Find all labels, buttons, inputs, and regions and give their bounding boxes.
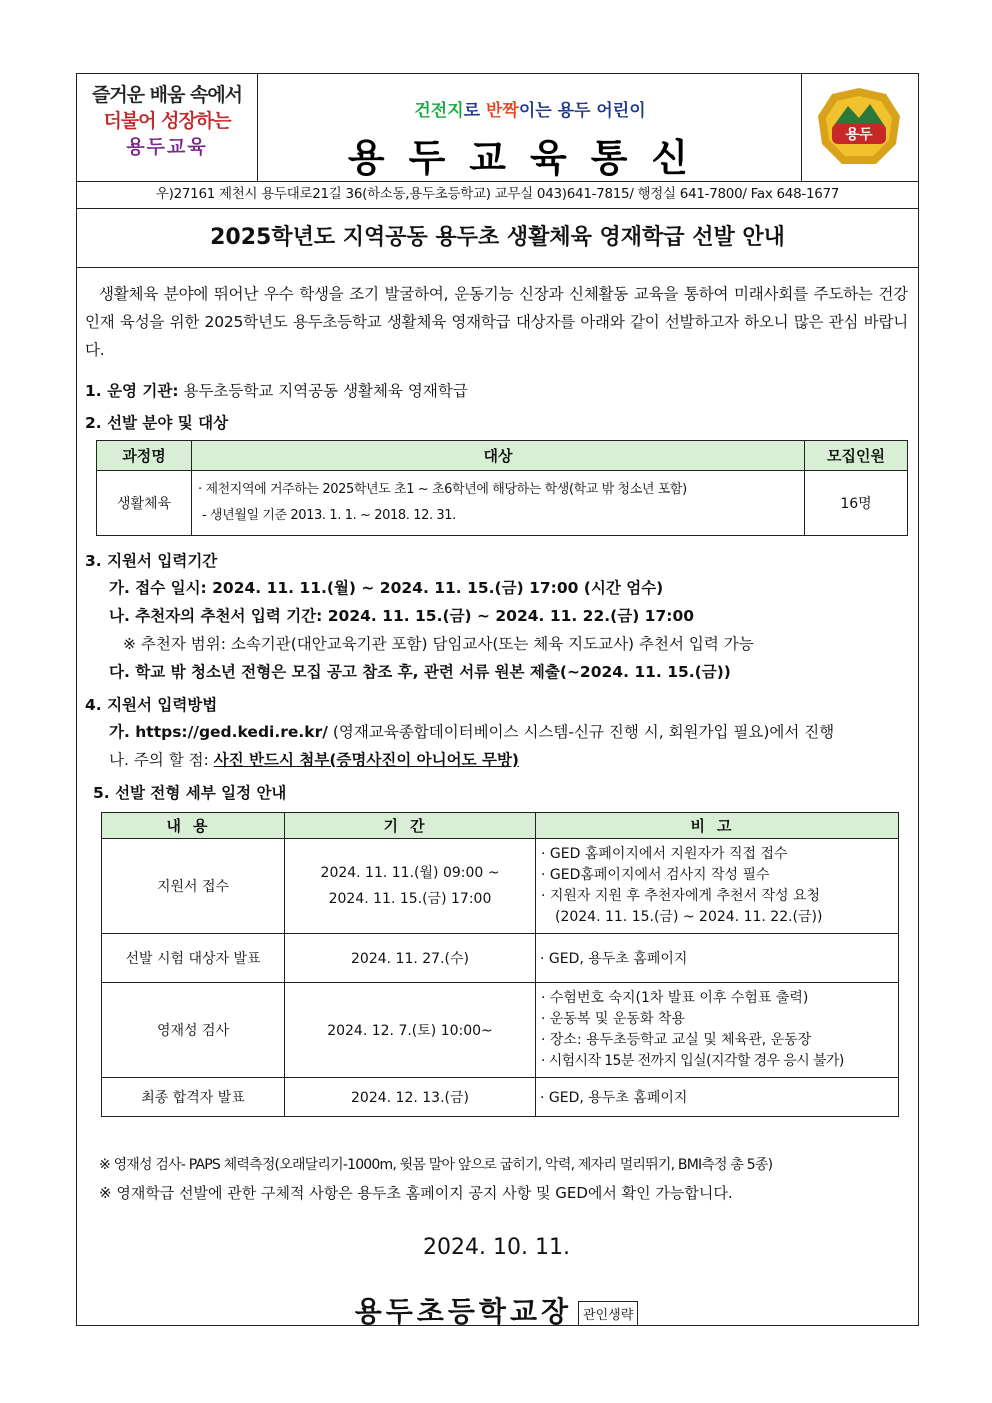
table-row: 생활체육 · 제천지역에 거주하는 2025학년도 초1 ~ 초6학년에 해당하는 학생(학교 밖 청소년 포함) - 생년월일 기준 2013. 1. 1. ~ 2018. 12. 31. 16명 (97, 471, 908, 536)
principal-signature: 용두초등학교장 관인생략 (85, 1290, 908, 1330)
target-description: · 제천지역에 거주하는 2025학년도 초1 ~ 초6학년에 해당하는 학생(학교 밖 청소년 포함) (198, 482, 687, 497)
section-application-period: 3. 지원서 입력기간 (85, 552, 218, 570)
intro-paragraph: 생활체육 분야에 뛰어난 우수 학생을 조기 발굴하여, 운동기능 신장과 신체활동 교육을 통하여 미래사회를 주도하는 건강 인재 육성을 위한 2025학년도 용두초등학교 생활체육 영재학급 대상자를 아래와 같이 선발하고자 하오니 많은 관심 바랍니다. (85, 285, 908, 359)
section-selection-heading: 2. 선발 분야 및 대상 (85, 414, 229, 432)
document-body: 생활체육 분야에 뛰어난 우수 학생을 조기 발굴하여, 운동기능 신장과 신체활동 교육을 통하여 미래사회를 주도하는 건강 인재 육성을 위한 2025학년도 용두초등학교 생활체육 영재학급 대상자를 아래와 같이 선발하고자 하오니 많은 관심 바랍니다. 1. 운영 기관: 용두초등학교 지역공동 생활체육 영재학급 2. 선발 분야 및 대상 과정명 대상 모집인원 생활체육 · 제천지역에 거주하는 2025학년도 초1 ~ 초6학년에 해당하는 학생(학교 밖 청소년 포함) - 생년월일 기준 2013. 1. 1. ~ 2018. 12. 31. 16명 3. 지원서 입력기간 가. 접수 일시: 2024. 11. 11.(월) ~ 2024. 11. 15.(금) 17:00 (시간 엄수) 나. 추천자의 추천서 입력 기간: 2024. 11. 15.(금) ~ 2024. 11. 22.(금) 17:00 ※ 추천자 범위: 소속기관(대안교육기관 포함) 담임교사(또는 체육 지도교사) 추천서 입력 가능 다. 학교 밖 청소년 전형은 모집 공고 참조 후, 관련 서류 원본 제출(~2024. 11. 15.(금)) 4. 지원서 입력방법 가. https://ged.kedi.re.kr/ (영재교육종합데이터베이스 시스템-신규 진행 시, 회원가입 필요)에서 진행 나. 주의 할 점: 사진 반드시 첨부(증명사진이 아니어도 무방) 5. 선발 전형 세부 일정 안내 내용 기간 비고 지원서 접수 2024. 11. 11.(월) 09:00 ~ 2024. 11. 15.(금) 17:00 · GED 홈페이지에서 지원자가 직접 접수 · GED홈페이지에서 검사지 작성 필수 · 지원자 지원 후 추천자에게 추천서 작성 요청 (2024. 11. 15.(금) ~ 2024. 11. 22.(금)) 선발 시험 대상자 발표 2024. 11. 27.(수) · GED, 용두초 홈페이지 영재성 검사 2024. 12. 7.(토) 10:00~ · 수험번호 숙지(1차 발표 이후 수험표 출력) · 운동복 및 운동화 착용 · 장소: 용두초등학교 교실 및 체육관, 운동장 · 시험시작 15분 전까지 입실(지각할 경우 응시 불가) 최종 합격자 발표 2024. 12. 13.(금) · GED, 용두초 홈페이지 ※ 영재성 검사- PAPS 체력측정(오래달리기-1000m, 윗몸 말아 앞으로 굽히기, 악력, 제자리 멀리뛰기, BMI측정 총 5종) ※ 영재학급 선발에 관한 구체적 사항은 용두초 홈페이지 공지 사항 및 GED에서 확인 가능합니다. 2024. 10. 11. 용두초등학교장 관인생략 (85, 280, 908, 1330)
education-motto (77, 74, 258, 181)
masthead-area (257, 74, 803, 181)
table-header-row: 과정명 대상 모집인원 (97, 441, 908, 471)
school-emblem (801, 74, 918, 181)
svg-text:용두: 용두 (845, 127, 873, 143)
table-row: 지원서 접수 2024. 11. 11.(월) 09:00 ~ 2024. 11. 15.(금) 17:00 · GED 홈페이지에서 지원자가 직접 접수 · GED홈페이지에서 검사지 작성 필수 · 지원자 지원 후 추천자에게 추천서 작성 요청 (2024. 11. 15.(금) ~ 2024. 11. 22.(금)) (102, 839, 899, 934)
emblem-icon (816, 86, 902, 168)
issue-date: 2024. 10. 11. (423, 1235, 570, 1260)
school-slogan: 건전지로 반짝이는 용두 어린이 (414, 101, 646, 121)
motto-line2: 더불어 성장하는 (103, 110, 231, 132)
school-address: 우)27161 제천시 용두대로21길 36(하소동,용두초등학교) 교무실 043)641-7815/ 행정실 641-7800/ Fax 648-1677 (77, 181, 918, 209)
motto-line1: 즐거운 배움 속에서 (91, 84, 243, 106)
document-frame (76, 73, 919, 1326)
table-row: 선발 시험 대상자 발표 2024. 11. 27.(수) · GED, 용두초 홈페이지 (102, 934, 899, 983)
masthead-title: 용두교육통신 (347, 136, 713, 180)
footer-notes: ※ 영재성 검사- PAPS 체력측정(오래달리기-1000m, 윗몸 말아 앞으로 굽히기, 악력, 제자리 멀리뛰기, BMI측정 총 5종) ※ 영재학급 선발에 관한 구체적 사항은 용두초 홈페이지 공지 사항 및 GED에서 확인 가능합니다. (99, 1157, 773, 1202)
ged-link[interactable]: 가. https://ged.kedi.re.kr/ (109, 723, 328, 741)
table-row: 최종 합격자 발표 2024. 12. 13.(금) · GED, 용두초 홈페이지 (102, 1078, 899, 1117)
section-schedule-heading: 5. 선발 전형 세부 일정 안내 (93, 784, 287, 802)
section-operating-org: 1. 운영 기관: 용두초등학교 지역공동 생활체육 영재학급 (85, 382, 468, 400)
document-title: 2025학년도 지역공동 용두초 생활체육 영재학급 선발 안내 (77, 209, 918, 268)
table-header-row: 내용 기간 비고 (102, 813, 899, 839)
table-row: 영재성 검사 2024. 12. 7.(토) 10:00~ · 수험번호 숙지(1차 발표 이후 수험표 출력) · 운동복 및 운동화 착용 · 장소: 용두초등학교 교실 및 체육관, 운동장 · 시험시작 15분 전까지 입실(지각할 경우 응시 불가) (102, 983, 899, 1078)
section-application-method: 4. 지원서 입력방법 (85, 696, 218, 714)
motto-line3: 용두교육 (126, 136, 208, 158)
newsletter-header (77, 74, 918, 182)
selection-target-table (96, 440, 908, 536)
seal-omitted-badge: 관인생략 (578, 1301, 638, 1326)
birthdate-range: - 생년월일 기준 2013. 1. 1. ~ 2018. 12. 31. (202, 508, 456, 523)
schedule-table (101, 812, 899, 1117)
